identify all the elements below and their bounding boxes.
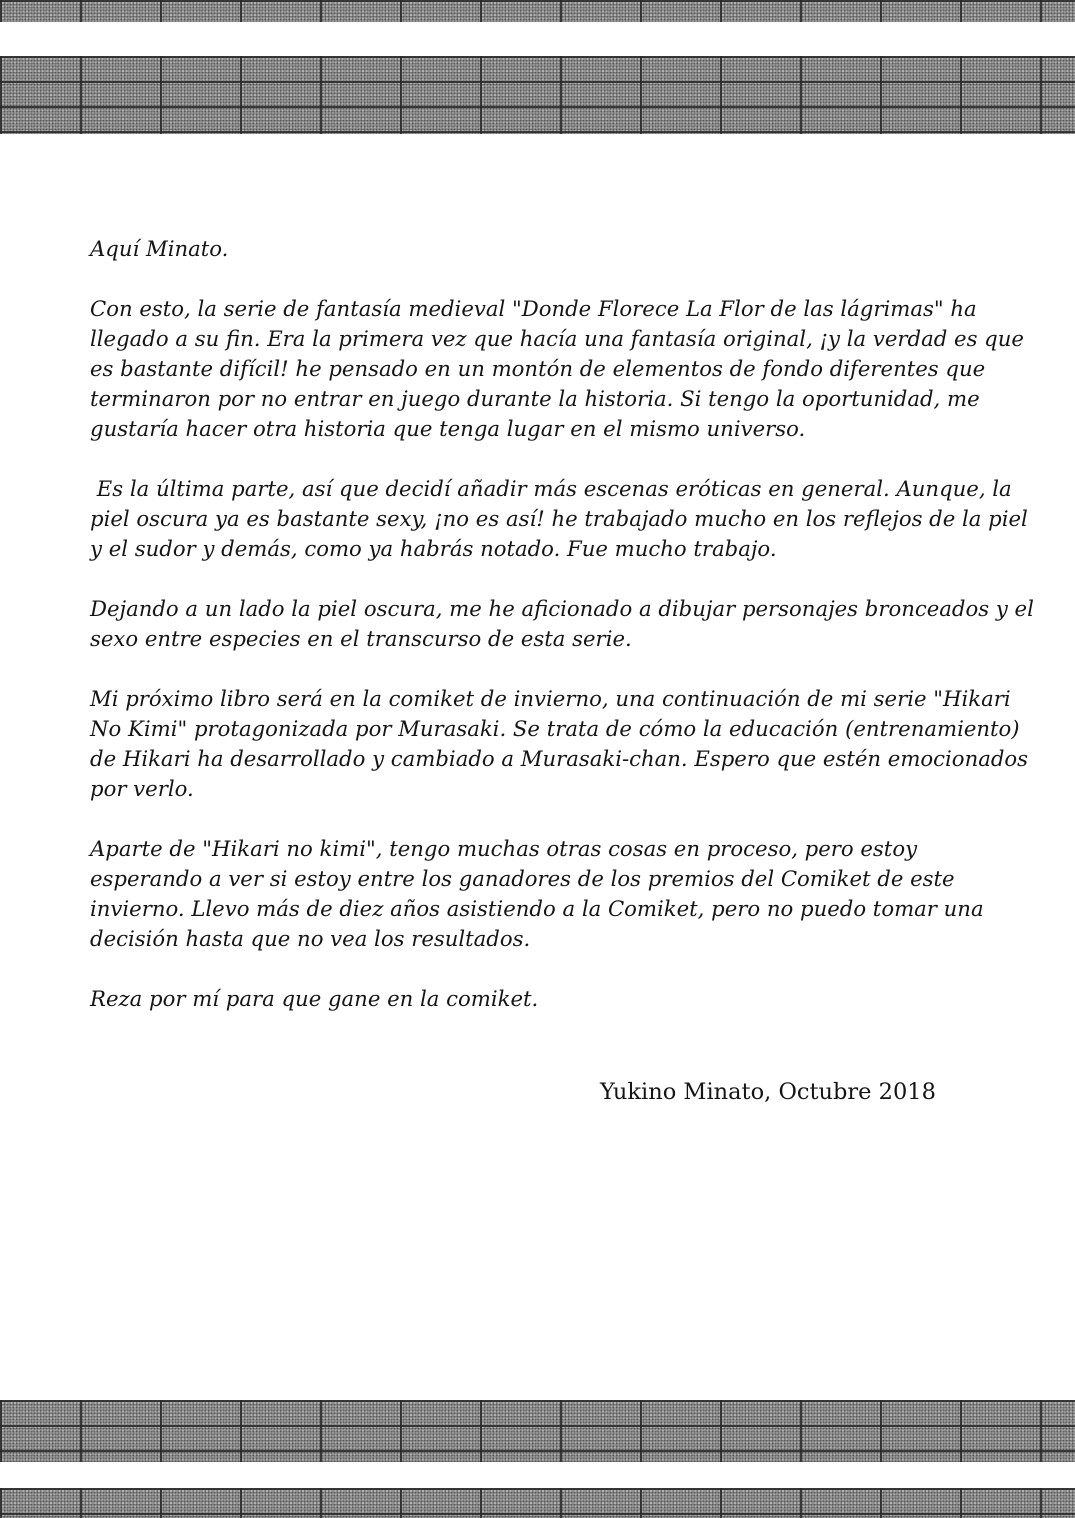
decorative-brick-band-bottom (0, 1400, 1075, 1462)
afterword-letter (90, 234, 1035, 1044)
letter-greeting: Aquí Minato. (90, 236, 229, 261)
letter-paragraph-1: Con esto, la serie de fantasía medieval "Donde Florece La Flor de las lágrimas" ha llegado a su fin. Era la primera vez que hacía una fantasía original, ¡y la verdad es que es bastante difícil! he pensado en un montón de elementos de fondo diferentes que terminaron por no entrar en juego durante la historia. Si tengo la oportunidad, me gustaría hacer otra historia que tenga lugar en el mismo universo. (90, 296, 1024, 441)
decorative-brick-band-top (0, 56, 1075, 134)
letter-paragraph-6: Reza por mí para que gane en la comiket. (90, 986, 539, 1011)
decorative-brick-band-bottom-thin (0, 1488, 1075, 1518)
letter-paragraph-5: Aparte de "Hikari no kimi", tengo muchas otras cosas en proceso, pero estoy esperando a ver si estoy entre los ganadores de los premios del Comiket de este invierno. Llevo más de diez años asistiendo a la Comiket, pero no puedo tomar una decisión hasta que no vea los resultados. (90, 836, 984, 951)
letter-paragraph-4: Mi próximo libro será en la comiket de invierno, una continuación de mi serie "Hikari No Kimi" protagonizada por Murasaki. Se trata de cómo la educación (entrenamiento) de Hikari ha desarrollado y cambiado a Murasaki-chan. Espero que estén emocionados por verlo. (90, 686, 1029, 801)
letter-signature: Yukino Minato, Octubre 2018 (600, 1079, 936, 1105)
letter-paragraph-2: Es la última parte, así que decidí añadir más escenas eróticas en general. Aunque, la piel oscura ya es bastante sexy, ¡no es así! he trabajado mucho en los reflejos de la piel y el sudor y demás, como ya habrás notado. Fue mucho trabajo. (90, 476, 1035, 561)
letter-paragraph-3: Dejando a un lado la piel oscura, me he aficionado a dibujar personajes bronceados y el sexo entre especies en el transcurso de esta serie. (90, 596, 1034, 651)
decorative-brick-band-top-thin (0, 0, 1075, 22)
